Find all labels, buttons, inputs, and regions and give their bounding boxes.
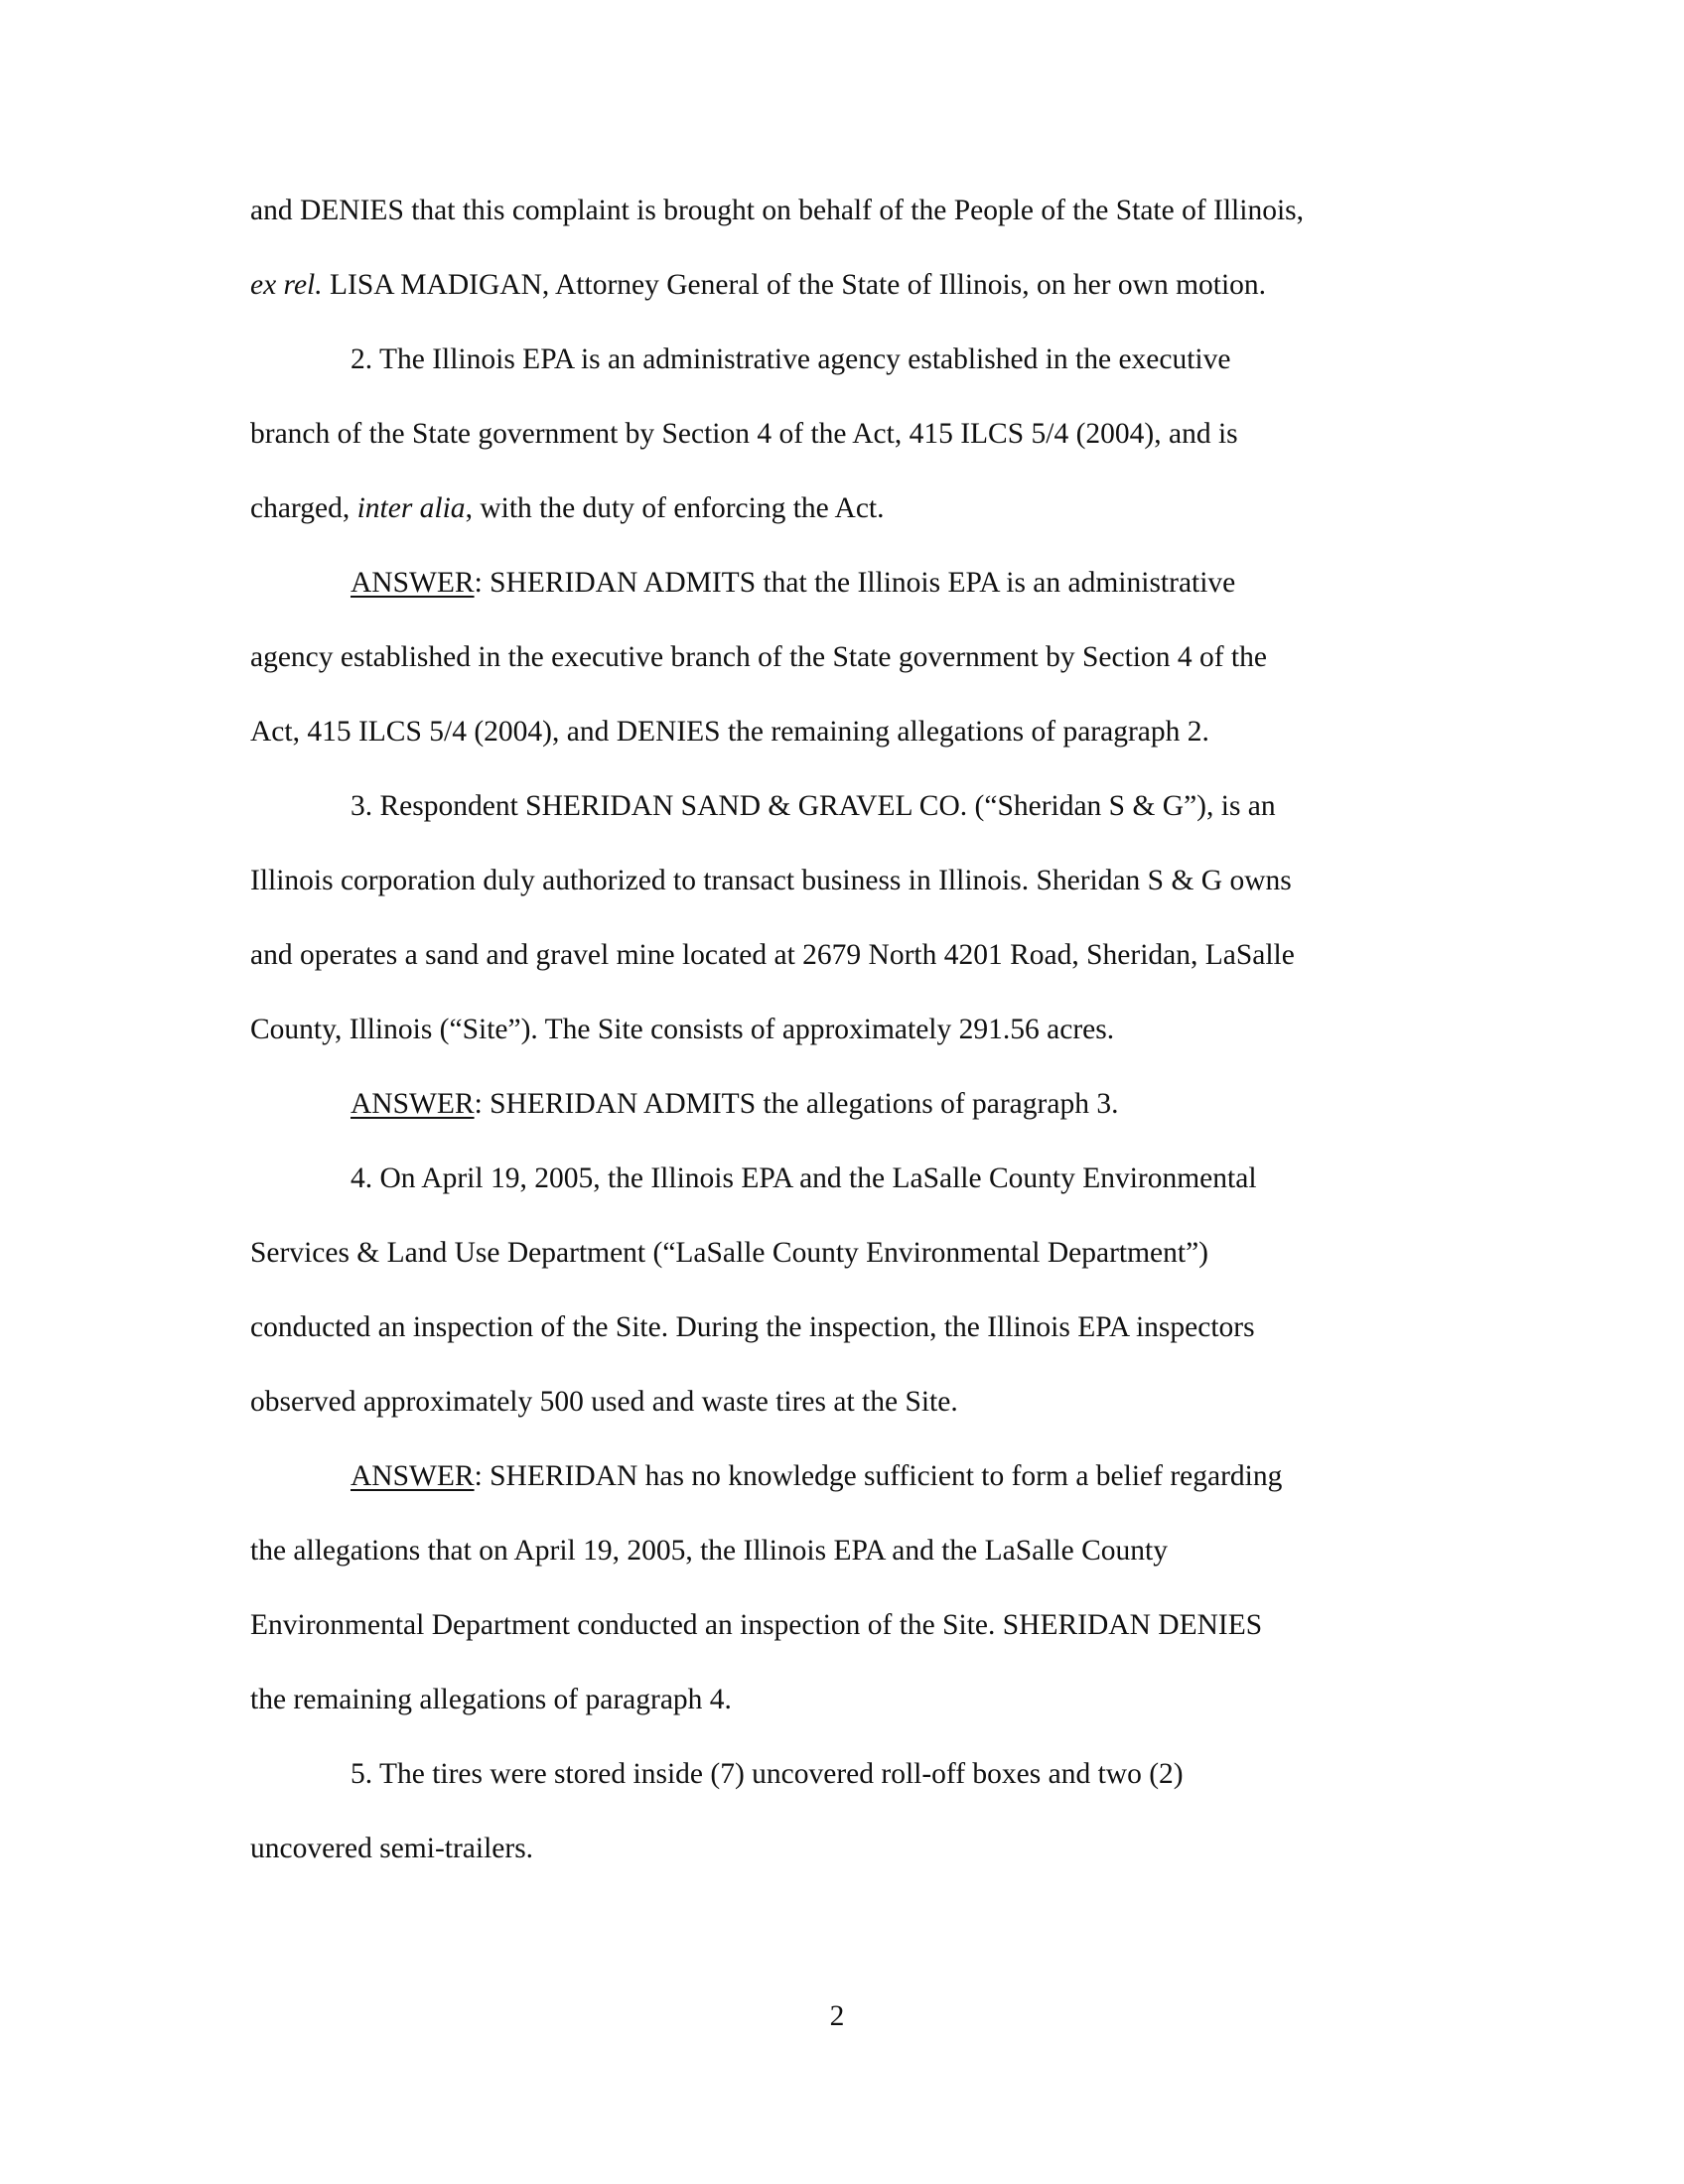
text-segment: 5. The tires were stored inside (7) uncovered roll-off boxes and two (2) [351, 1758, 1184, 1790]
document-body [250, 174, 1442, 1886]
page-number: 2 [829, 2000, 845, 2032]
italic-text: ex rel. [250, 269, 323, 301]
text-line [250, 1514, 1442, 1588]
text-line [250, 1216, 1442, 1291]
text-line [250, 620, 1442, 695]
text-segment: charged, [250, 492, 357, 524]
italic-text: inter alia [356, 492, 466, 524]
text-line [250, 397, 1442, 472]
text-line [250, 918, 1442, 993]
text-segment: County, Illinois (“Site”). The Site consists of approximately 291.56 acres. [250, 1014, 1115, 1045]
text-line [250, 1365, 1442, 1439]
text-segment: 2. The Illinois EPA is an administrative agency established in the executive [351, 343, 1231, 375]
text-line [250, 546, 1442, 620]
text-segment: 3. Respondent SHERIDAN SAND & GRAVEL CO. (“Sheridan S & G”), is an [351, 790, 1276, 822]
text-segment: Illinois corporation duly authorized to transact business in Illinois. Sheridan S & G owns [250, 865, 1292, 896]
text-segment: : SHERIDAN has no knowledge sufficient to form a belief regarding [474, 1460, 1283, 1492]
text-line [250, 1067, 1442, 1142]
text-segment: 4. On April 19, 2005, the Illinois EPA and the LaSalle County Environmental [351, 1162, 1257, 1194]
text-segment: LISA MADIGAN, Attorney General of the State of Illinois, on her own motion. [322, 269, 1267, 301]
text-segment: agency established in the executive branch of the State government by Section 4 of the [250, 641, 1267, 673]
text-segment: the remaining allegations of paragraph 4. [250, 1684, 732, 1715]
text-line [250, 1812, 1442, 1886]
text-line [250, 323, 1442, 397]
answer-label: ANSWER [351, 1088, 475, 1120]
answer-label: ANSWER [351, 1460, 475, 1492]
text-segment: Environmental Department conducted an inspection of the Site. SHERIDAN DENIES [250, 1609, 1263, 1641]
text-segment: and DENIES that this complaint is brought on behalf of the People of the State of Illinois, [250, 195, 1304, 226]
text-line [250, 248, 1442, 323]
text-line [250, 1142, 1442, 1216]
text-line [250, 1663, 1442, 1737]
text-line [250, 1737, 1442, 1812]
text-segment: Services & Land Use Department (“LaSalle County Environmental Department”) [250, 1237, 1208, 1269]
text-segment: observed approximately 500 used and waste tires at the Site. [250, 1386, 958, 1418]
text-segment: , with the duty of enforcing the Act. [465, 492, 885, 524]
text-line [250, 1291, 1442, 1365]
text-line [250, 993, 1442, 1067]
text-segment: the allegations that on April 19, 2005, the Illinois EPA and the LaSalle County [250, 1535, 1168, 1567]
text-line [250, 769, 1442, 844]
text-line [250, 1588, 1442, 1663]
text-line [250, 844, 1442, 918]
text-segment: : SHERIDAN ADMITS that the Illinois EPA is an administrative [474, 567, 1236, 599]
text-segment: : SHERIDAN ADMITS the allegations of paragraph 3. [474, 1088, 1119, 1120]
text-line [250, 1439, 1442, 1514]
text-segment: branch of the State government by Section 4 of the Act, 415 ILCS 5/4 (2004), and is [250, 418, 1238, 450]
text-line [250, 695, 1442, 769]
answer-label: ANSWER [351, 567, 475, 599]
text-line [250, 472, 1442, 546]
text-segment: Act, 415 ILCS 5/4 (2004), and DENIES the remaining allegations of paragraph 2. [250, 716, 1209, 748]
text-segment: uncovered semi-trailers. [250, 1833, 534, 1864]
text-segment: conducted an inspection of the Site. During the inspection, the Illinois EPA inspectors [250, 1311, 1255, 1343]
text-line [250, 174, 1442, 248]
text-segment: and operates a sand and gravel mine located at 2679 North 4201 Road, Sheridan, LaSalle [250, 939, 1295, 971]
